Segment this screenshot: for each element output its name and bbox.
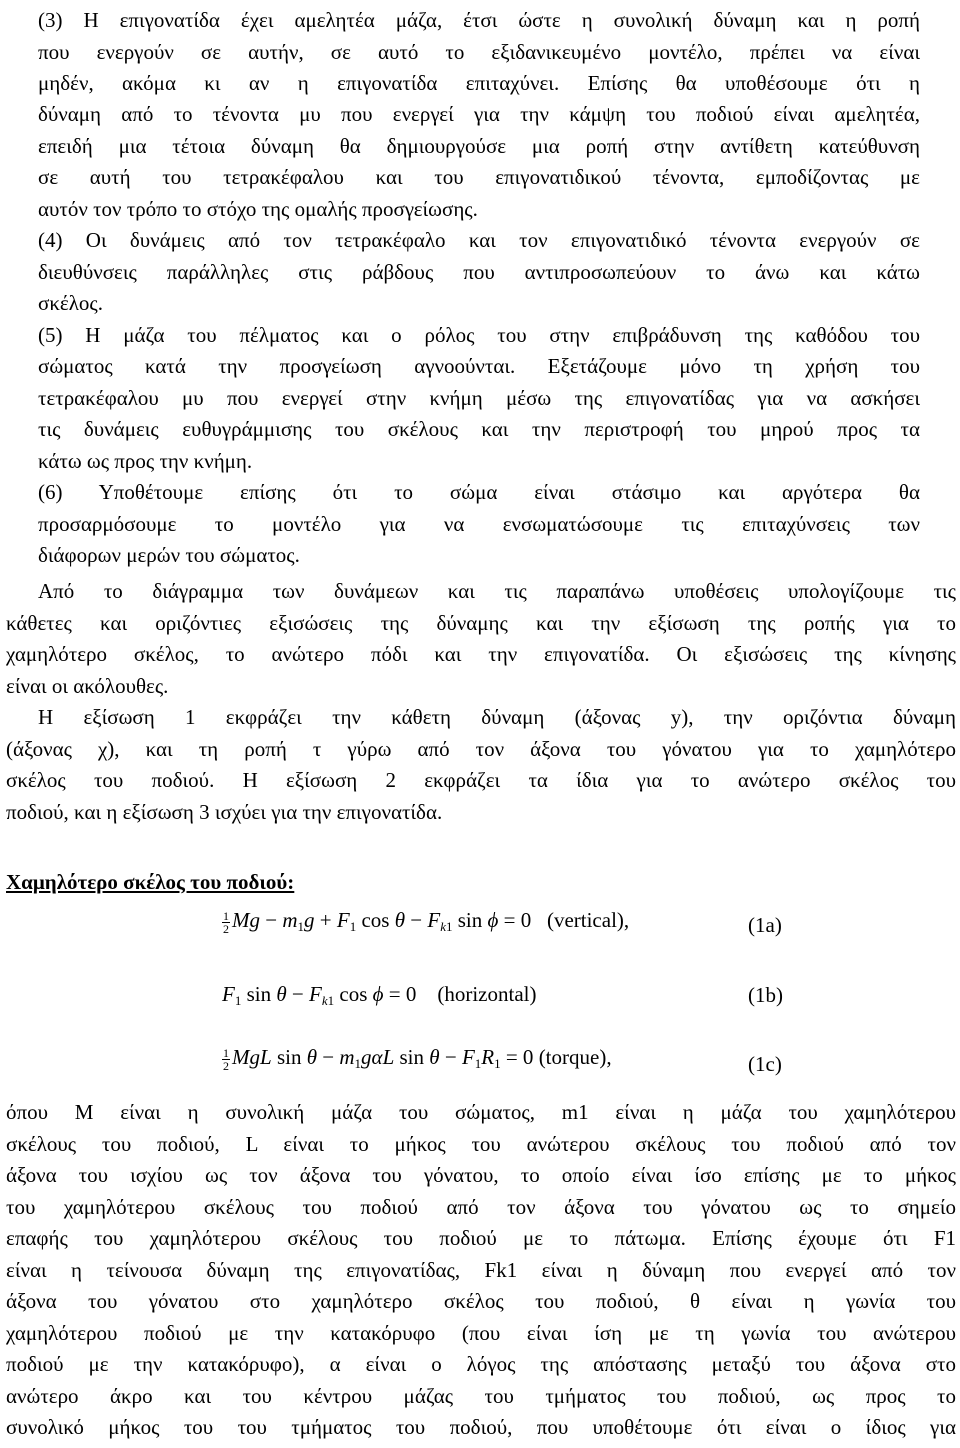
text-line: χαμηλότερου ποδιού με την κατακόρυφο (που είναι ίση με τη γωνία του ανώτερου <box>6 1321 956 1345</box>
fraction: $\frac{1}{2}$ <box>223 1045 229 1073</box>
equation-label: (torque), <box>538 1045 612 1069</box>
equation-1a: $\frac{1}{2}$ $Mg - m_1g + F_1$ $\cos \theta - F_{k1}$ sin ϕ = 0 (vertical), <box>223 908 630 936</box>
text-line: κάτω ως προς την κνήμη. <box>38 449 253 473</box>
text-line: του χαμηλότερου σκέλους του ποδιού από τον άξονα του γόνατου ως το σημείο <box>6 1195 956 1219</box>
text-line: (4) Οι δυνάμεις από τον τετρακέφαλο και τον επιγονατιδικό τένοντα ενεργούν σε <box>38 228 920 252</box>
text-line: τις δυνάμεις ευθυγράμμισης του σκέλους και την περιστροφή του μηρού προς τα <box>38 417 920 441</box>
text-line: Η εξίσωση 1 εκφράζει την κάθετη δύναμη (άξονας y), την οριζόντια δύναμη <box>38 705 956 729</box>
equation-number: (1b) <box>748 983 783 1007</box>
text-line: χαμηλότερο σκέλος, το ανώτερο πόδι και την επιγονατίδα. Οι εξισώσεις της κίνησης <box>6 642 956 666</box>
section-heading: Χαμηλότερο σκέλος του ποδιού: <box>6 870 295 894</box>
equation-number: (1c) <box>748 1052 782 1076</box>
equation-label: (vertical), <box>546 908 630 932</box>
text-line: (3) Η επιγονατίδα έχει αμελητέα μάζα, έτσι ώστε η συνολική δύναμη και η ροπή <box>38 8 920 32</box>
text-line: σκέλος του ποδιού. Η εξίσωση 2 εκφράζει τα ίδια για το ανώτερο σκέλος του <box>6 768 956 792</box>
text-line: (άξονας χ), και τη ροπή τ γύρω από τον άξονα του γόνατου για το χαμηλότερο <box>6 737 956 761</box>
text-line: ανώτερο άκρο και του κέντρου μάζας του τμήματος του ποδιού, ως προς το <box>6 1384 956 1408</box>
text-line: μηδέν, ακόμα κι αν η επιγονατίδα επιταχύνει. Επίσης θα υποθέσουμε ότι η <box>38 71 920 95</box>
text-line: προσαρμόσουμε το μοντέλο για να ενσωματώσουμε τις επιταχύνσεις των <box>38 512 920 536</box>
text-line: που ενεργούν σε αυτήν, σε αυτό το εξιδανικευμένο μοντέλο, πρέπει να είναι <box>38 40 920 64</box>
text-line: συνολικό μήκος του του τμήματος του ποδιού, που υποθέτουμε ότι είναι ο ίδιος για <box>6 1415 956 1439</box>
text-line: ποδιού, και η εξίσωση 3 ισχύει για την επιγονατίδα. <box>6 800 443 824</box>
fraction: $\frac{1}{2}$ <box>223 908 229 936</box>
text-line: (5) Η μάζα του πέλματος και ο ρόλος του στην επιβράδυνση της καθόδου του <box>38 323 920 347</box>
text-line: όπου M είναι η συνολική μάζα του σώματος, m1 είναι η μάζα του χαμηλότερου <box>6 1100 956 1124</box>
text-line: Από το διάγραμμα των δυνάμεων και τις παραπάνω υποθέσεις υπολογίζουμε τις <box>38 579 956 603</box>
text-line: σώματος κατά την προσγείωση αγνοούνται. Εξετάζουμε μόνο τη χρήση του <box>38 354 920 378</box>
text-line: διάφορων μερών του σώματος. <box>38 543 300 567</box>
text-line: επειδή μια τέτοια δύναμη θα δημιουργούσε μια ροπή στην αντίθετη κατεύθυνση <box>38 134 920 158</box>
text-line: ποδιού με την κατακόρυφο), α είναι ο λόγος της απόστασης μεταξύ του άξονα στο <box>6 1352 956 1376</box>
equation-label: (horizontal) <box>437 982 537 1006</box>
equation-number: (1a) <box>748 913 782 937</box>
text-line: σε αυτή του τετρακέφαλου και του επιγονατιδικού τένοντα, εμποδίζοντας με <box>38 165 920 189</box>
text-line: κάθετες και οριζόντιες εξισώσεις της δύναμης και την εξίσωση της ροπής για το <box>6 611 956 635</box>
equation-1b: $F_1$ $\sin \theta - F_{k1}$ cos ϕ = 0 (horizontal) <box>222 982 537 1008</box>
equation-1c: $\frac{1}{2}$ MgL $\sin \theta - m_1g\alpha L$ $\sin \theta - F_1R_1 = 0$ (torque), <box>223 1045 612 1073</box>
text-line: σκέλους του ποδιού, L είναι το μήκος του ανώτερου σκέλους του ποδιού από τον <box>6 1132 956 1156</box>
text-line: άξονα του γόνατου στο χαμηλότερο σκέλος του ποδιού, θ είναι η γωνία του <box>6 1289 956 1313</box>
text-line: τετρακέφαλου μυ που ενεργεί στην κνήμη μέσω της επιγονατίδας για να ασκήσει <box>38 386 920 410</box>
text-line: είναι οι ακόλουθες. <box>6 674 169 698</box>
text-line: άξονα του ισχίου ως τον άξονα του γόνατου, το οποίο είναι ίσο επίσης με το μήκος <box>6 1163 956 1187</box>
text-line: (6) Υποθέτουμε επίσης ότι το σώμα είναι στάσιμο και αργότερα θα <box>38 480 920 504</box>
text-line: αυτόν τον τρόπο το στόχο της ομαλής προσγείωσης. <box>38 197 478 221</box>
text-line: σκέλος. <box>38 291 103 315</box>
text-line: επαφής του χαμηλότερου σκέλους του ποδιού με το πάτωμα. Επίσης έχουμε ότι F1 <box>6 1226 956 1250</box>
text-line: διευθύνσεις παράλληλες στις ράβδους που αντιπροσωπεύουν το άνω και κάτω <box>38 260 920 284</box>
text-line: δύναμη από το τένοντα μυ που ενεργεί για την κάμψη του ποδιού είναι αμελητέα, <box>38 102 920 126</box>
text-line: είναι η τείνουσα δύναμη της επιγονατίδας, Fk1 είναι η δύναμη που ενεργεί από τον <box>6 1258 956 1282</box>
